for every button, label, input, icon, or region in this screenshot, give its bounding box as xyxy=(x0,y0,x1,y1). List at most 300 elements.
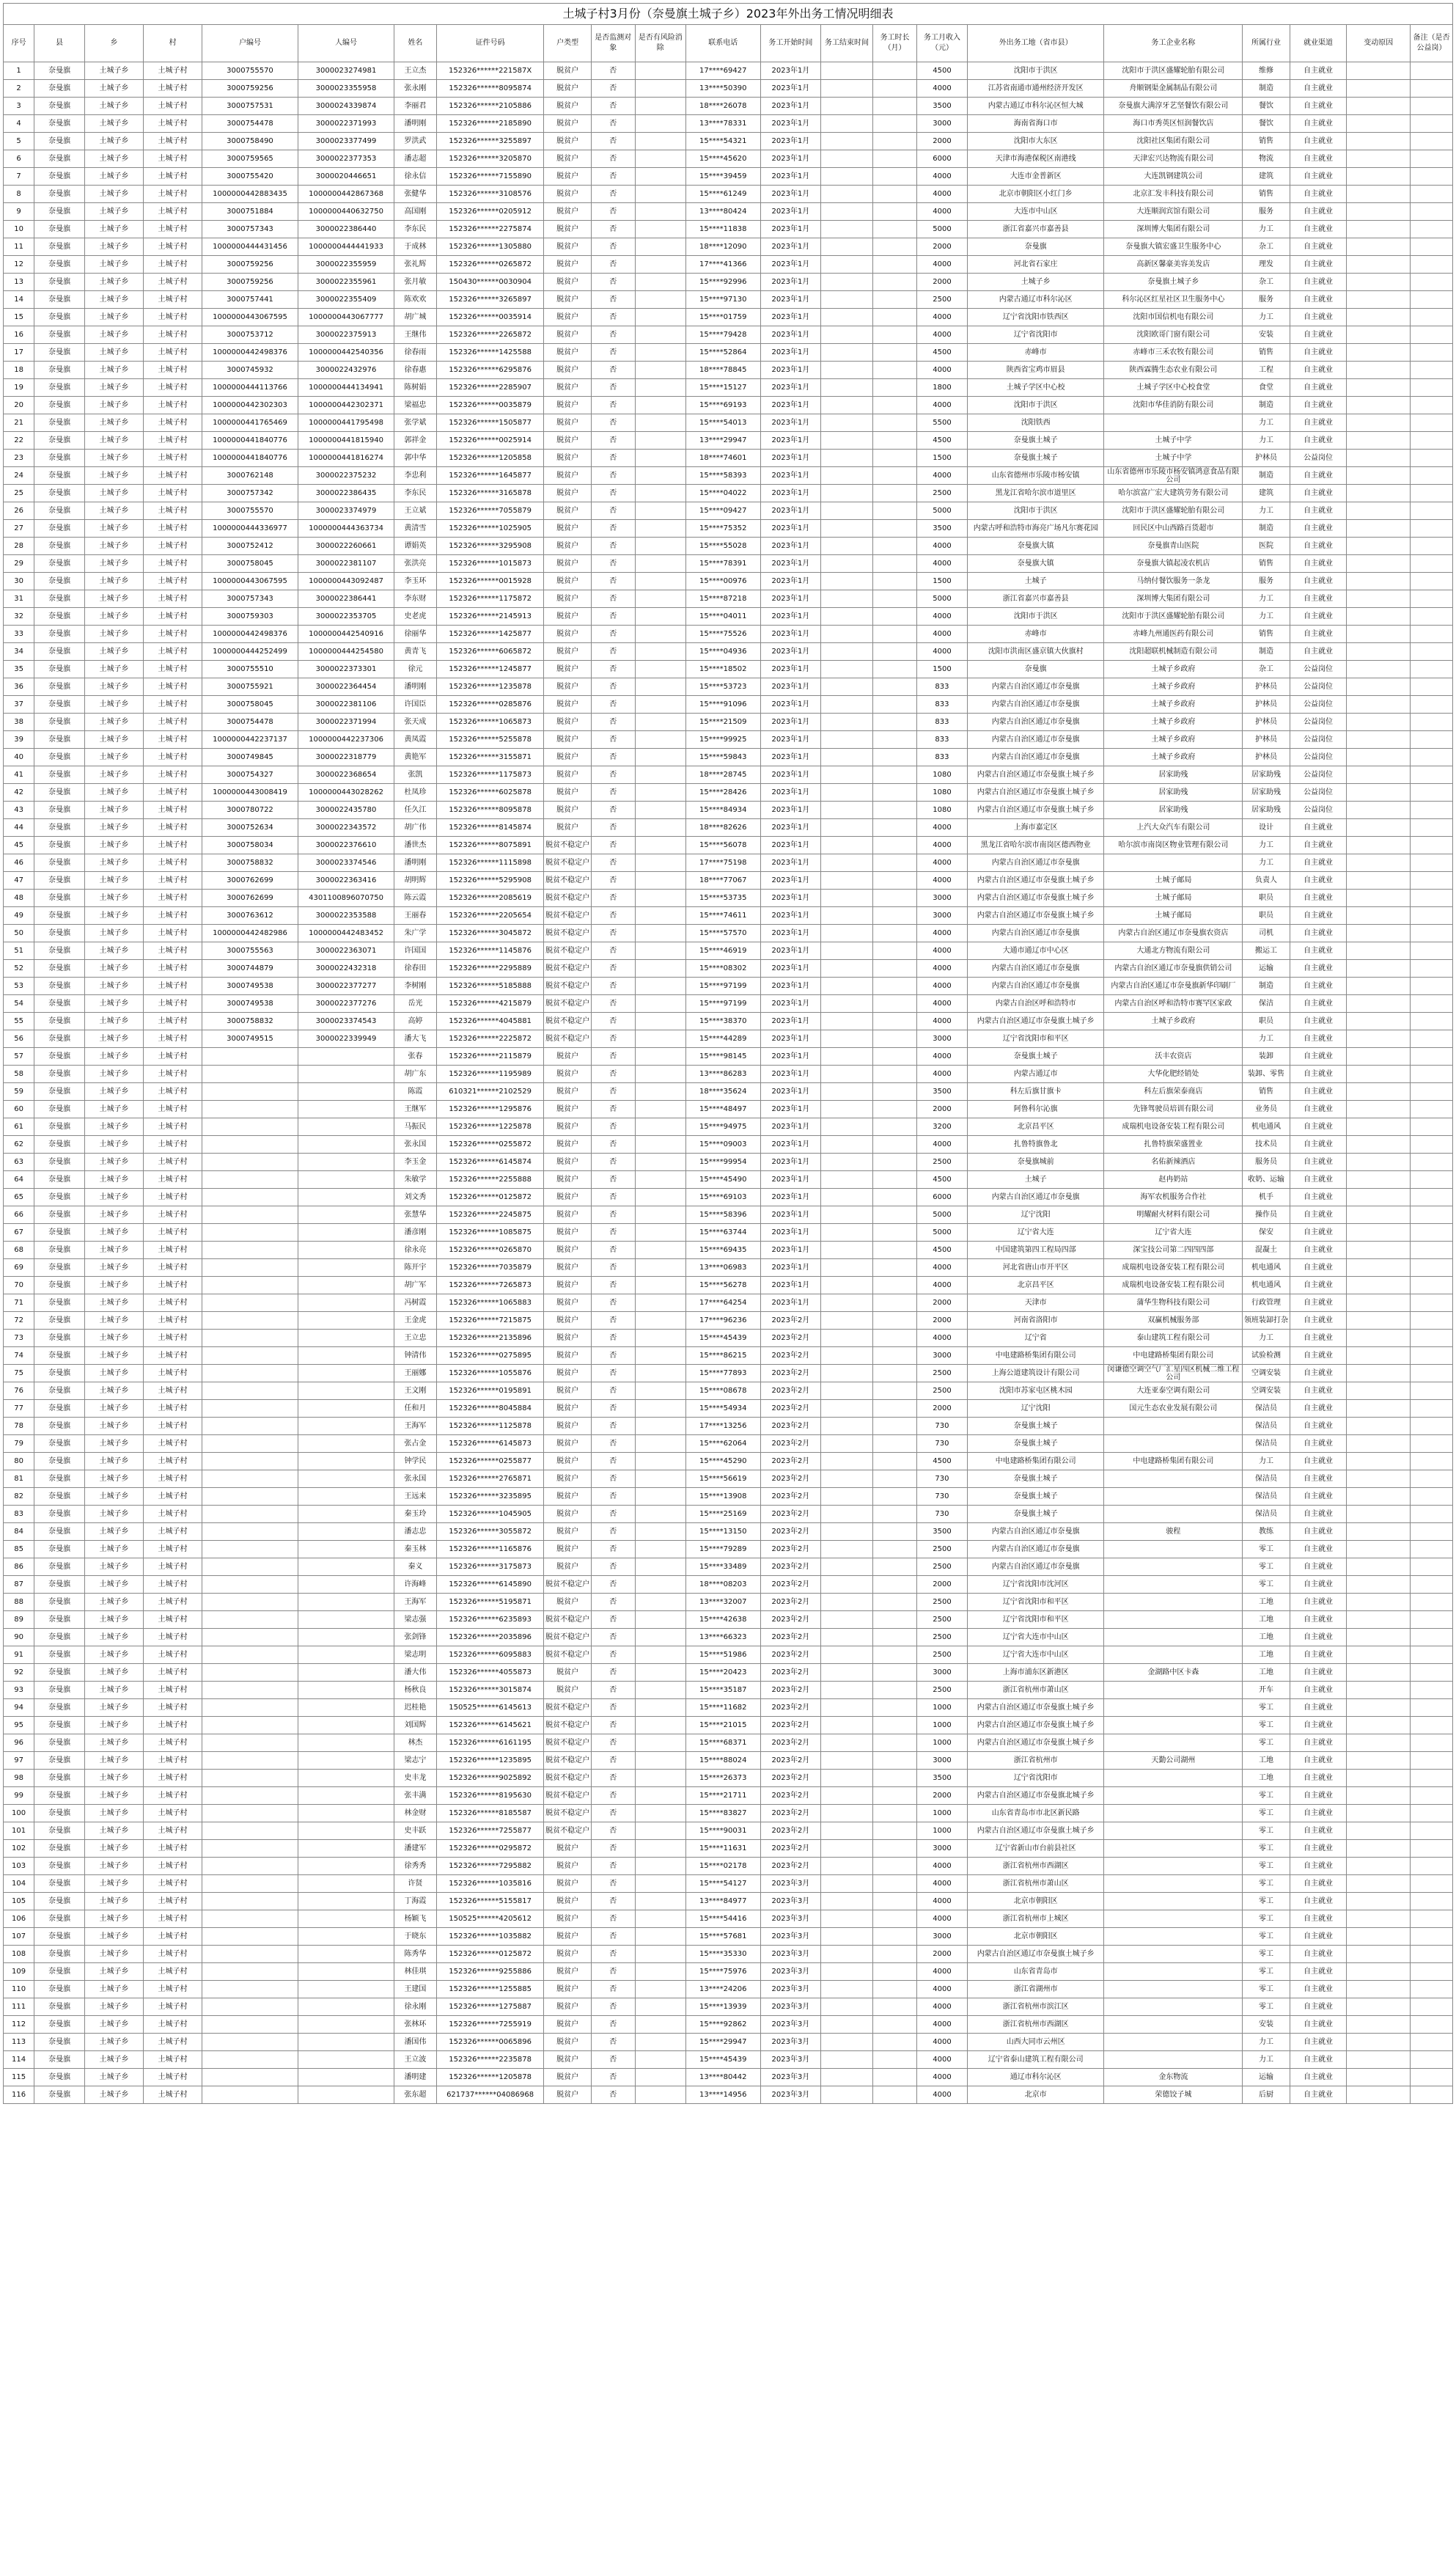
table-cell: 152326******0285876 xyxy=(436,696,544,714)
table-cell: 152326******0025914 xyxy=(436,432,544,450)
table-cell xyxy=(873,168,917,186)
column-header: 是否监测对象 xyxy=(591,25,635,62)
table-cell xyxy=(635,942,685,960)
table-cell: 3000759256 xyxy=(202,256,298,274)
table-cell xyxy=(821,520,873,538)
table-cell: 否 xyxy=(591,1858,635,1875)
table-cell: 730 xyxy=(917,1418,968,1435)
table-cell: 脱贫户 xyxy=(544,1136,591,1154)
table-cell xyxy=(202,1893,298,1910)
table-cell xyxy=(1411,678,1453,696)
table-cell: 5500 xyxy=(917,414,968,432)
table-cell: 土城子学区中心校食堂 xyxy=(1104,379,1243,397)
table-cell: 4000 xyxy=(917,837,968,854)
table-cell: 自主就业 xyxy=(1290,1594,1347,1611)
table-cell: 否 xyxy=(591,1277,635,1294)
table-cell: 建筑 xyxy=(1243,168,1290,186)
table-cell xyxy=(635,784,685,802)
table-cell xyxy=(873,1875,917,1893)
table-cell xyxy=(1347,1118,1411,1136)
table-cell xyxy=(1411,150,1453,168)
table-cell xyxy=(1411,115,1453,133)
table-cell: 2023年2月 xyxy=(760,1770,820,1787)
table-cell: 脱贫户 xyxy=(544,238,591,256)
table-cell xyxy=(1347,731,1411,749)
table-cell xyxy=(202,1066,298,1083)
table-cell: 土城子村 xyxy=(144,1030,202,1048)
table-cell: 中电建路桥集团有限公司 xyxy=(967,1453,1104,1470)
table-cell xyxy=(1411,2051,1453,2069)
table-cell xyxy=(1411,1875,1453,1893)
table-cell: 土城子乡 xyxy=(85,1083,144,1101)
table-cell: 自主就业 xyxy=(1290,221,1347,238)
table-cell: 公益岗位 xyxy=(1290,802,1347,819)
table-cell xyxy=(1347,186,1411,203)
table-cell xyxy=(1104,1893,1243,1910)
table-cell: 奈曼旗 xyxy=(34,80,85,98)
table-cell: 机电通风 xyxy=(1243,1259,1290,1277)
table-cell: 152326******1225878 xyxy=(436,1118,544,1136)
table-cell xyxy=(298,1312,394,1330)
table-cell: 3000758045 xyxy=(202,696,298,714)
table-cell: 100 xyxy=(4,1805,34,1822)
table-cell: 北京昌平区 xyxy=(967,1277,1104,1294)
table-cell xyxy=(298,1365,394,1382)
table-cell: 83 xyxy=(4,1506,34,1523)
table-cell: 行政管理 xyxy=(1243,1294,1290,1312)
table-cell xyxy=(873,1805,917,1822)
table-cell: 15****58393 xyxy=(685,467,760,485)
table-cell xyxy=(1411,1400,1453,1418)
table-cell xyxy=(635,1154,685,1171)
table-cell: 24 xyxy=(4,467,34,485)
table-cell: 陈霞 xyxy=(394,1083,437,1101)
table-cell: 2000 xyxy=(917,238,968,256)
table-cell: 自主就业 xyxy=(1290,2034,1347,2051)
table-cell xyxy=(1411,907,1453,925)
table-cell xyxy=(635,168,685,186)
table-cell xyxy=(635,1048,685,1066)
table-cell xyxy=(635,1506,685,1523)
table-cell: 脱贫户 xyxy=(544,115,591,133)
table-cell: 奈曼旗 xyxy=(34,1259,85,1277)
table-cell: 否 xyxy=(591,731,635,749)
table-cell: 奈曼旗 xyxy=(34,221,85,238)
table-cell: 自主就业 xyxy=(1290,203,1347,221)
table-cell: 公益岗位 xyxy=(1290,731,1347,749)
table-cell: 梁志宁 xyxy=(394,1752,437,1770)
table-cell xyxy=(821,661,873,678)
table-cell: 土城子村 xyxy=(144,150,202,168)
table-cell: 机手 xyxy=(1243,1189,1290,1206)
table-cell: 脱贫户 xyxy=(544,1523,591,1541)
table-cell: 土城子乡 xyxy=(85,1470,144,1488)
table-cell xyxy=(873,890,917,907)
table-cell: 土城子乡 xyxy=(85,1998,144,2016)
table-cell: 制造 xyxy=(1243,520,1290,538)
table-cell: 土城子乡 xyxy=(85,309,144,326)
table-cell: 徐永信 xyxy=(394,168,437,186)
table-cell: 建筑 xyxy=(1243,485,1290,502)
table-cell: 土城子乡 xyxy=(85,1946,144,1963)
table-cell: 否 xyxy=(591,802,635,819)
column-header: 务工结束时间 xyxy=(821,25,873,62)
table-cell xyxy=(635,344,685,362)
table-cell: 15****84934 xyxy=(685,802,760,819)
table-cell: 奈曼旗土城子 xyxy=(967,1488,1104,1506)
table-cell: 否 xyxy=(591,1840,635,1858)
table-cell xyxy=(873,802,917,819)
table-cell: 152326******2235878 xyxy=(436,2051,544,2069)
table-cell: 土城子乡 xyxy=(85,714,144,731)
table-cell: 公益岗位 xyxy=(1290,749,1347,766)
table-cell: 土城子 xyxy=(967,1171,1104,1189)
table-cell: 内蒙古自治区通辽市奈曼旗土城子乡 xyxy=(967,1734,1104,1752)
table-cell: 2023年2月 xyxy=(760,1312,820,1330)
table-cell: 保安 xyxy=(1243,1224,1290,1242)
table-cell xyxy=(1104,1611,1243,1629)
table-cell: 脱贫户 xyxy=(544,1946,591,1963)
table-cell xyxy=(635,978,685,995)
table-cell: 自主就业 xyxy=(1290,1752,1347,1770)
table-cell: 内蒙古自治区通辽市奈曼旗 xyxy=(967,678,1104,696)
table-cell: 脱贫不稳定户 xyxy=(544,1611,591,1629)
table-cell xyxy=(1411,1611,1453,1629)
table-row xyxy=(4,291,1453,309)
table-cell: 土城子中学 xyxy=(1104,450,1243,467)
table-cell: 否 xyxy=(591,890,635,907)
table-cell: 152326******2275874 xyxy=(436,221,544,238)
table-cell xyxy=(1347,1699,1411,1717)
table-cell: 3000755420 xyxy=(202,168,298,186)
table-cell: 74 xyxy=(4,1347,34,1365)
table-row xyxy=(4,890,1453,907)
table-cell: 奈曼旗 xyxy=(34,749,85,766)
table-cell: 否 xyxy=(591,1189,635,1206)
table-cell: 2023年1月 xyxy=(760,1083,820,1101)
table-cell: 27 xyxy=(4,520,34,538)
table-cell: 17****96236 xyxy=(685,1312,760,1330)
table-cell xyxy=(635,802,685,819)
table-cell: 钟学民 xyxy=(394,1453,437,1470)
table-cell: 李玉环 xyxy=(394,573,437,590)
table-cell: 2023年1月 xyxy=(760,784,820,802)
table-cell: 否 xyxy=(591,291,635,309)
table-cell xyxy=(1411,1946,1453,1963)
table-cell: 奈曼旗 xyxy=(34,819,85,837)
table-cell: 居家助残 xyxy=(1243,802,1290,819)
table-cell: 土城子乡 xyxy=(85,573,144,590)
table-cell xyxy=(1411,766,1453,784)
table-cell: 自主就业 xyxy=(1290,1699,1347,1717)
table-cell: 天勤公司湖州 xyxy=(1104,1752,1243,1770)
table-cell: 奈曼旗 xyxy=(34,1171,85,1189)
table-cell xyxy=(635,2016,685,2034)
table-cell: 山东省青岛市市北区新民路 xyxy=(967,1805,1104,1822)
table-cell: 自主就业 xyxy=(1290,1981,1347,1998)
table-cell: 15****86215 xyxy=(685,1347,760,1365)
table-cell: 赵冉奶站 xyxy=(1104,1171,1243,1189)
table-cell: 152326******2205654 xyxy=(436,907,544,925)
table-cell: 力工 xyxy=(1243,837,1290,854)
table-cell: 脱贫户 xyxy=(544,1435,591,1453)
table-cell xyxy=(821,573,873,590)
table-cell xyxy=(298,1206,394,1224)
table-cell xyxy=(873,238,917,256)
table-cell: 自主就业 xyxy=(1290,1805,1347,1822)
table-cell: 自主就业 xyxy=(1290,1277,1347,1294)
table-cell xyxy=(1104,1734,1243,1752)
table-cell xyxy=(821,1840,873,1858)
table-cell: 4000 xyxy=(917,1910,968,1928)
table-cell xyxy=(1411,62,1453,80)
table-cell: 土城子乡 xyxy=(85,1893,144,1910)
table-cell: 奈曼旗 xyxy=(34,1206,85,1224)
table-cell xyxy=(873,555,917,573)
table-cell: 土城子乡 xyxy=(85,397,144,414)
table-cell: 56 xyxy=(4,1030,34,1048)
table-cell: 舟顺钢渠金属制品有限公司 xyxy=(1104,80,1243,98)
table-cell: 3000023374543 xyxy=(298,1013,394,1030)
table-cell xyxy=(635,1418,685,1435)
table-cell: 自主就业 xyxy=(1290,1717,1347,1734)
table-cell: 脱贫户 xyxy=(544,256,591,274)
table-cell: 土城子村 xyxy=(144,2051,202,2069)
table-cell: 土城子乡 xyxy=(85,1242,144,1259)
table-cell: 152326******7255877 xyxy=(436,1822,544,1840)
table-cell: 自主就业 xyxy=(1290,1347,1347,1365)
table-cell: 自主就业 xyxy=(1290,98,1347,115)
table-cell: 土城子村 xyxy=(144,309,202,326)
table-cell: 护林员 xyxy=(1243,696,1290,714)
table-cell xyxy=(873,1734,917,1752)
table-cell: 运输 xyxy=(1243,960,1290,978)
table-cell: 1000000443067777 xyxy=(298,309,394,326)
table-cell: 自主就业 xyxy=(1290,520,1347,538)
table-cell: 15****39459 xyxy=(685,168,760,186)
table-cell: 脱贫不稳定户 xyxy=(544,978,591,995)
table-cell: 奈曼旗 xyxy=(34,186,85,203)
table-cell: 奈曼旗 xyxy=(34,344,85,362)
table-cell: 脱贫户 xyxy=(544,1259,591,1277)
table-cell xyxy=(873,62,917,80)
table-cell: 102 xyxy=(4,1840,34,1858)
table-cell: 土城子乡 xyxy=(85,98,144,115)
table-cell: 机电通风 xyxy=(1243,1277,1290,1294)
table-cell: 103 xyxy=(4,1858,34,1875)
table-cell: 4000 xyxy=(917,854,968,872)
table-cell: 马纳付餐饮服务一条龙 xyxy=(1104,573,1243,590)
table-cell: 奈曼旗 xyxy=(34,203,85,221)
table-cell: 2023年1月 xyxy=(760,1171,820,1189)
table-cell xyxy=(298,1118,394,1136)
table-row xyxy=(4,626,1453,643)
table-cell xyxy=(635,274,685,291)
table-cell: 辽宁省沈阳市和平区 xyxy=(967,1030,1104,1048)
table-cell: 脱贫户 xyxy=(544,450,591,467)
table-cell xyxy=(873,274,917,291)
table-cell xyxy=(1104,1488,1243,1506)
table-cell xyxy=(1411,485,1453,502)
table-cell: 152326******0065896 xyxy=(436,2034,544,2051)
table-cell: 土城子乡政府 xyxy=(1104,661,1243,678)
table-cell: 150430******0030904 xyxy=(436,274,544,291)
table-cell: 保洁员 xyxy=(1243,1418,1290,1435)
table-cell: 3000020446651 xyxy=(298,168,394,186)
table-cell xyxy=(635,1365,685,1382)
table-cell: 2000 xyxy=(917,1787,968,1805)
table-cell: 自主就业 xyxy=(1290,643,1347,661)
table-cell: 833 xyxy=(917,749,968,766)
table-row xyxy=(4,1101,1453,1118)
table-cell: 3000759256 xyxy=(202,274,298,291)
table-cell: 脱贫户 xyxy=(544,766,591,784)
table-cell xyxy=(298,1910,394,1928)
table-cell: 成瑞机电设备安装工程有限公司 xyxy=(1104,1277,1243,1294)
table-row xyxy=(4,854,1453,872)
table-cell: 2023年2月 xyxy=(760,1453,820,1470)
table-cell xyxy=(873,450,917,467)
table-cell: 零工 xyxy=(1243,1787,1290,1805)
table-cell xyxy=(1347,1576,1411,1594)
table-cell xyxy=(873,1030,917,1048)
table-cell xyxy=(821,766,873,784)
table-cell: 徐秀秀 xyxy=(394,1858,437,1875)
table-cell: 土城子村 xyxy=(144,942,202,960)
table-cell: 3000757343 xyxy=(202,221,298,238)
table-cell: 15****46919 xyxy=(685,942,760,960)
table-cell: 土城子村 xyxy=(144,362,202,379)
table-cell: 土城子村 xyxy=(144,326,202,344)
table-cell xyxy=(298,1893,394,1910)
table-cell: 2023年1月 xyxy=(760,1136,820,1154)
table-cell: 13 xyxy=(4,274,34,291)
table-cell xyxy=(873,98,917,115)
table-cell: 奈曼旗 xyxy=(34,2086,85,2104)
table-cell xyxy=(1411,1629,1453,1646)
table-cell: 内蒙古自治区通辽市奈曼旗土城子乡 xyxy=(967,802,1104,819)
table-cell xyxy=(635,907,685,925)
table-cell: 2023年1月 xyxy=(760,221,820,238)
table-cell: 奈曼旗 xyxy=(34,274,85,291)
table-cell: 脱贫户 xyxy=(544,1400,591,1418)
table-cell: 脱贫不稳定户 xyxy=(544,1013,591,1030)
table-cell: 152326******4045881 xyxy=(436,1013,544,1030)
table-cell: 152326******8045884 xyxy=(436,1400,544,1418)
table-cell xyxy=(1411,291,1453,309)
table-cell: 15****68371 xyxy=(685,1734,760,1752)
table-cell: 服务 xyxy=(1243,203,1290,221)
table-cell: 奈曼旗 xyxy=(34,766,85,784)
table-cell xyxy=(1347,907,1411,925)
table-cell: 深宝技公司第二四四四部 xyxy=(1104,1242,1243,1259)
table-cell: 沈阳市于洪区 xyxy=(967,397,1104,414)
table-cell xyxy=(202,1717,298,1734)
table-cell xyxy=(1347,326,1411,344)
table-cell: 否 xyxy=(591,626,635,643)
table-cell: 自主就业 xyxy=(1290,1330,1347,1347)
table-cell: 4000 xyxy=(917,1963,968,1981)
table-cell: 2023年1月 xyxy=(760,520,820,538)
table-cell: 奈曼旗 xyxy=(34,379,85,397)
table-cell xyxy=(1411,1206,1453,1224)
table-cell: 4000 xyxy=(917,1259,968,1277)
table-cell xyxy=(821,995,873,1013)
table-cell xyxy=(635,1699,685,1717)
table-cell xyxy=(873,1330,917,1347)
table-cell: 15****62064 xyxy=(685,1435,760,1453)
table-cell: 负责人 xyxy=(1243,872,1290,890)
table-cell: 833 xyxy=(917,678,968,696)
table-cell xyxy=(1347,1822,1411,1840)
table-cell: 31 xyxy=(4,590,34,608)
table-cell: 奈曼旗 xyxy=(34,854,85,872)
table-cell: 4000 xyxy=(917,819,968,837)
column-header: 证件号码 xyxy=(436,25,544,62)
table-cell: 152326******2225872 xyxy=(436,1030,544,1048)
table-cell xyxy=(635,397,685,414)
table-cell: 自主就业 xyxy=(1290,1558,1347,1576)
table-cell xyxy=(1411,1277,1453,1294)
table-cell: 3000022363071 xyxy=(298,942,394,960)
table-cell xyxy=(202,1699,298,1717)
table-cell xyxy=(1411,467,1453,485)
table-cell: 152326******2765871 xyxy=(436,1470,544,1488)
table-cell: 15****15127 xyxy=(685,379,760,397)
table-cell: 152326******6065872 xyxy=(436,643,544,661)
table-cell xyxy=(1347,1946,1411,1963)
table-cell: 土城子村 xyxy=(144,1048,202,1066)
table-cell: 104 xyxy=(4,1875,34,1893)
table-cell xyxy=(1411,502,1453,520)
table-cell: 北京市朝阳区 xyxy=(967,1893,1104,1910)
table-cell: 领班装缷打杂 xyxy=(1243,1312,1290,1330)
table-cell: 152326******0035914 xyxy=(436,309,544,326)
table-cell xyxy=(202,1118,298,1136)
table-cell xyxy=(635,1453,685,1470)
table-cell: 152326******1085875 xyxy=(436,1224,544,1242)
table-row xyxy=(4,1506,1453,1523)
table-cell xyxy=(873,1787,917,1805)
table-cell xyxy=(1411,1928,1453,1946)
table-cell: 力工 xyxy=(1243,309,1290,326)
table-cell: 3000745932 xyxy=(202,362,298,379)
table-cell: 4500 xyxy=(917,62,968,80)
table-cell: 奈曼旗 xyxy=(34,1294,85,1312)
table-cell: 土城子乡 xyxy=(85,2016,144,2034)
table-row xyxy=(4,661,1453,678)
table-cell: 否 xyxy=(591,1734,635,1752)
table-cell: 69 xyxy=(4,1259,34,1277)
table-row xyxy=(4,590,1453,608)
table-cell: 奈曼旗 xyxy=(34,1946,85,1963)
table-cell xyxy=(873,819,917,837)
table-cell: 土城子村 xyxy=(144,2086,202,2104)
table-row xyxy=(4,995,1453,1013)
table-cell xyxy=(635,150,685,168)
table-cell: 1500 xyxy=(917,661,968,678)
table-cell: 2023年1月 xyxy=(760,1242,820,1259)
table-cell: 王海军 xyxy=(394,1594,437,1611)
table-cell xyxy=(1347,274,1411,291)
table-cell: 内蒙古自治区通辽市奈曼旗土城子乡 xyxy=(967,784,1104,802)
table-cell: 2000 xyxy=(917,1101,968,1118)
table-cell: 销售 xyxy=(1243,1083,1290,1101)
table-cell: 15****79289 xyxy=(685,1541,760,1558)
table-cell xyxy=(873,326,917,344)
table-cell: 土城子乡 xyxy=(85,1488,144,1506)
table-cell: 否 xyxy=(591,2069,635,2086)
